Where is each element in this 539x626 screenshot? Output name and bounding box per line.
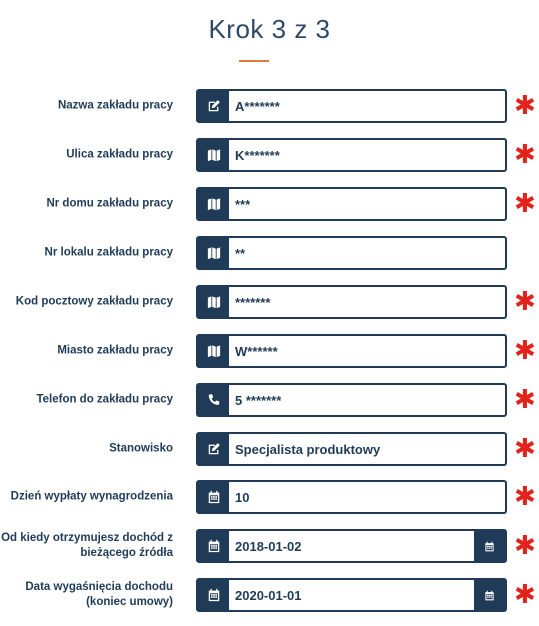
- employer-city-label: Miasto zakładu pracy: [57, 344, 173, 357]
- employer-postal-code-input[interactable]: [229, 287, 505, 317]
- datepicker-calendar-icon[interactable]: [474, 531, 505, 561]
- form-row-employer-unit-number: [0, 236, 539, 270]
- required-marker: ✱: [514, 91, 536, 121]
- income-end-date-input[interactable]: [229, 580, 474, 610]
- employer-house-number-label: Nr domu zakładu pracy: [46, 197, 173, 210]
- map-icon: [198, 189, 229, 219]
- employer-house-number-input[interactable]: [229, 189, 505, 219]
- form-row-employer-name: [0, 89, 539, 123]
- job-position-field[interactable]: [196, 432, 507, 466]
- edit-icon: [198, 434, 229, 464]
- form-row-employer-street: [0, 138, 539, 172]
- map-icon: [198, 238, 229, 268]
- employer-street-input[interactable]: [229, 140, 505, 170]
- employer-unit-number-field[interactable]: [196, 236, 507, 270]
- payday-input[interactable]: [229, 482, 505, 512]
- employer-street-label: Ulica zakładu pracy: [66, 148, 173, 161]
- form-row-income-start-date: [0, 529, 539, 563]
- page-title: Krok 3 z 3: [208, 14, 331, 44]
- employer-phone-field[interactable]: [196, 383, 507, 417]
- map-icon: [198, 336, 229, 366]
- required-marker: ✱: [514, 140, 536, 170]
- required-marker: ✱: [514, 287, 536, 317]
- map-icon: [198, 287, 229, 317]
- employer-unit-number-input[interactable]: [229, 238, 505, 268]
- map-icon: [198, 140, 229, 170]
- employer-street-field[interactable]: [196, 138, 507, 172]
- required-marker: ✱: [514, 336, 536, 366]
- job-position-input[interactable]: [229, 434, 505, 464]
- datepicker-calendar-icon[interactable]: [474, 580, 505, 610]
- edit-icon: [198, 91, 229, 121]
- employer-name-input[interactable]: [229, 91, 505, 121]
- required-marker: ✱: [514, 580, 536, 610]
- job-position-label: Stanowisko: [109, 442, 173, 455]
- required-marker: ✱: [514, 434, 536, 464]
- form-row-employer-phone: [0, 383, 539, 417]
- income-start-date-label: Od kiedy otrzymujesz dochód z bieżącego źródła: [1, 532, 173, 559]
- income-start-date-field[interactable]: [196, 529, 507, 563]
- payday-label: Dzień wypłaty wynagrodzenia: [10, 490, 173, 503]
- form-row-employer-city: [0, 334, 539, 368]
- employer-name-label: Nazwa zakładu pracy: [57, 99, 173, 112]
- employer-name-field[interactable]: [196, 89, 507, 123]
- phone-icon: [198, 385, 229, 415]
- required-marker: ✱: [514, 482, 536, 512]
- required-marker: ✱: [514, 189, 536, 219]
- employer-phone-input[interactable]: [229, 385, 505, 415]
- income-end-date-label: Data wygaśnięcia dochodu (koniec umowy): [25, 581, 173, 608]
- employer-house-number-field[interactable]: [196, 187, 507, 221]
- calendar-icon: [198, 482, 229, 512]
- income-end-date-field[interactable]: [196, 578, 507, 612]
- title-underline: [239, 60, 269, 62]
- form-row-employer-postal-code: [0, 285, 539, 319]
- employer-city-input[interactable]: [229, 336, 505, 366]
- employer-city-field[interactable]: [196, 334, 507, 368]
- employer-postal-code-label: Kod pocztowy zakładu pracy: [15, 295, 173, 308]
- calendar-icon: [198, 531, 229, 561]
- form-row-payday: [0, 480, 539, 514]
- required-marker: ✱: [514, 385, 536, 415]
- employer-phone-label: Telefon do zakładu pracy: [36, 393, 173, 406]
- employer-unit-number-label: Nr lokalu zakładu pracy: [44, 246, 173, 259]
- required-marker: ✱: [514, 531, 536, 561]
- income-start-date-input[interactable]: [229, 531, 474, 561]
- form-row-employer-house-number: [0, 187, 539, 221]
- form-row-job-position: [0, 432, 539, 466]
- form-row-income-end-date: [0, 578, 539, 612]
- payday-field[interactable]: [196, 480, 507, 514]
- calendar-icon: [198, 580, 229, 610]
- employer-postal-code-field[interactable]: [196, 285, 507, 319]
